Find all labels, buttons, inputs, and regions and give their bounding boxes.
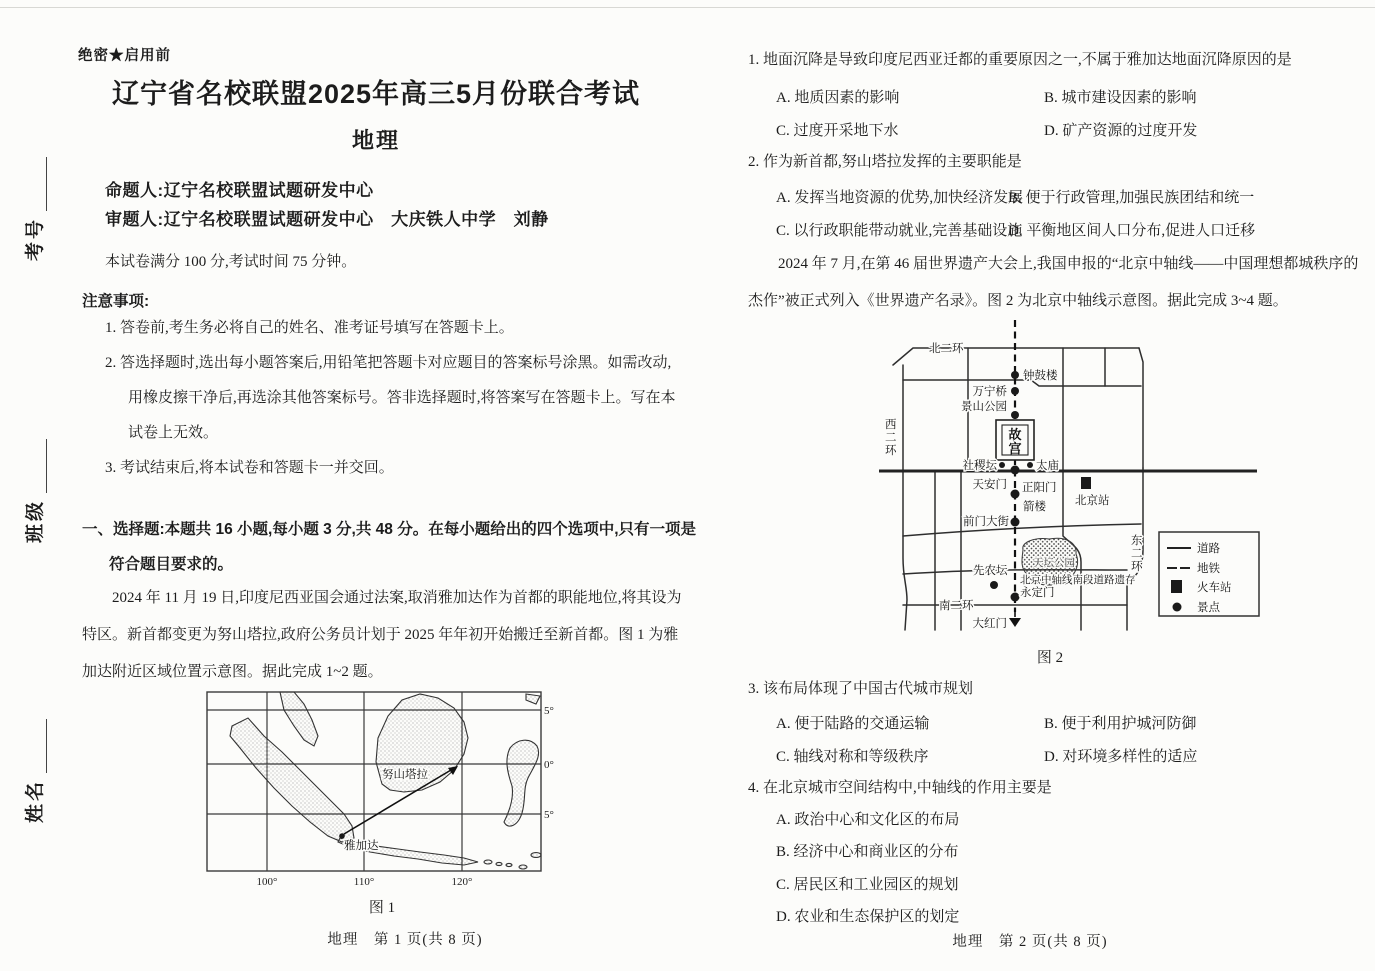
legend-train-station-symbol (1171, 580, 1182, 593)
q4-option-d: D. 农业和生态保护区的划定 (776, 909, 960, 925)
passage-questions-3-4: 2024 年 7 月,在第 46 届世界遗产大会上,我国申报的“北京中轴线——中国理想都城秩序的杰作”被正式列入《世界遗产名录》。图 2 为北京中轴线示意图。据此完成 3~4 题。 (748, 256, 1359, 309)
exam-title: 辽宁省名校联盟2025年高三5月份联合考试 (111, 79, 641, 109)
island-sumatra (230, 718, 354, 842)
yongdingmen-label: 永定门 (1020, 587, 1055, 599)
q1-stem: 1. 地面沉降是导致印度尼西亚迁都的重要原因之一,不属于雅加达地面沉降原因的是 (748, 52, 1292, 68)
shejitan-label: 社稷坛 (962, 460, 997, 472)
lon-tick: 100° (256, 876, 278, 888)
road-east-2nd-ring-upper (1139, 348, 1143, 468)
island-sulawesi (504, 740, 539, 826)
note-item-3: 3. 考试结束后,将本试卷和答题卡一并交回。 (105, 460, 394, 476)
east-2nd-ring-label (1131, 534, 1143, 573)
bell-drum-tower-label: 钟鼓楼 (1023, 370, 1058, 382)
q1-option-c: C. 过度开采地下水 (776, 123, 899, 139)
dahongmen-icon (1009, 610, 1021, 627)
q3-option-a: A. 便于陆路的交通运输 (776, 716, 930, 732)
legend-road-label: 道路 (1197, 543, 1220, 555)
svg-text:二: 二 (885, 432, 897, 444)
margin-field-label: 姓名 (24, 778, 46, 823)
q2-option-a: A. 发挥当地资源的优势,加快经济发展 (776, 190, 1024, 206)
q1-option-d: D. 矿产资源的过度开发 (1044, 123, 1198, 139)
beijing-station-icon (1081, 477, 1091, 489)
zhengyangmen-dot (1011, 490, 1020, 499)
forbidden-city-label-2: 宫 (1008, 441, 1022, 456)
q4-option-b: B. 经济中心和商业区的分布 (776, 844, 959, 860)
svg-text:东: 东 (1131, 535, 1143, 547)
exam-subject: 地理 (351, 128, 400, 153)
wanning-bridge-label: 万宁桥 (972, 386, 1007, 398)
exam-number-blank-line (20, 157, 47, 211)
small-island (531, 853, 541, 858)
name-blank-line (20, 719, 47, 773)
figure1-indonesia-map (192, 686, 572, 892)
beijing-station-label: 北京站 (1075, 495, 1110, 507)
jakarta-dot (339, 833, 345, 839)
forbidden-city-label-1: 故 (1008, 427, 1022, 442)
note-item-2: 2. 答选择题时,选出每小题答案后,用铅笔把答题卡对应题目的答案标号涂黑。如需改动,用橡皮擦干净后,再选涂其他答案标号。答非选择题时,将答案写在答题卡上。写在本试卷上无效。 (105, 355, 676, 441)
q2-option-d: D. 平衡地区间人口分布,促进人口迁移 (1008, 223, 1256, 239)
q2-stem: 2. 作为新首都,努山塔拉发挥的主要职能是 (748, 154, 1022, 170)
q2-option-c: C. 以行政职能带动就业,完善基础设施 (776, 223, 1023, 239)
legend-subway-label: 地铁 (1197, 563, 1220, 575)
qianmen-street-label: 前门大街 (963, 516, 1009, 528)
small-island (506, 863, 512, 866)
wanning-bridge-dot (1011, 387, 1019, 395)
qianmen-street-dot (1011, 518, 1020, 527)
class-blank-line (20, 439, 47, 493)
nusantara-label: 努山塔拉 (382, 769, 428, 781)
note-item-1: 1. 答卷前,考生务必将自己的姓名、准考证号填写在答题卡上。 (105, 320, 514, 336)
jakarta-label: 雅加达 (344, 840, 379, 852)
q1-option-a: A. 地质因素的影响 (776, 90, 900, 106)
q4-stem: 4. 在北京城市空间结构中,中轴线的作用主要是 (748, 780, 1052, 796)
road-qianmen-west-east (903, 524, 1141, 536)
taimiao-label: 太庙 (1036, 460, 1059, 472)
margin-field-class (20, 431, 46, 543)
peninsula-malay (280, 692, 318, 746)
q4-option-a: A. 政治中心和文化区的布局 (776, 812, 960, 828)
legend-scenic-spot-label: 景点 (1197, 602, 1220, 614)
setter-line: 命题人:辽宁名校联盟试题研发中心 (105, 181, 374, 200)
lon-tick: 120° (451, 876, 473, 888)
section1-heading: 一、选择题:本题共 16 小题,每小题 3 分,共 48 分。在每小题给出的四个选项中,只有一项是符合题目要求的。 (82, 521, 697, 573)
lat-tick: 5° (544, 809, 554, 821)
q3-option-c: C. 轴线对称和等级秩序 (776, 749, 929, 765)
scan-top-edge (0, 7, 1375, 8)
tiantan-park-label: 天坛公园 (1033, 558, 1075, 569)
q2-option-b: B. 便于行政管理,加强民族团结和统一 (1008, 190, 1255, 206)
axis-south-remains-label: 北京中轴线南段道路遗存 (1020, 575, 1136, 586)
svg-text:二: 二 (1131, 548, 1143, 560)
margin-field-name (20, 711, 46, 823)
road-west-2nd-ring (903, 365, 907, 630)
lat-tick: 0° (544, 759, 554, 771)
svg-text:西: 西 (885, 419, 897, 431)
zhengyangmen-label: 正阳门 (1022, 482, 1057, 494)
notes-list (105, 311, 685, 486)
tiananmen-label: 天安门 (972, 479, 1007, 491)
figure2-beijing-axis-map (873, 318, 1265, 643)
reviewer-line: 审题人:辽宁名校联盟试题研发中心 大庆铁人中学 刘静 (105, 210, 549, 229)
notes-heading: 注意事项: (82, 293, 150, 310)
margin-field-label: 考号 (24, 216, 46, 261)
dahongmen-label: 大红门 (972, 618, 1007, 630)
figure2-caption: 图 2 (1036, 650, 1064, 666)
legend (1159, 532, 1259, 616)
passage-questions-1-2: 2024 年 11 月 19 日,印度尼西亚国会通过法案,取消雅加达作为首都的职能地位,将其设为特区。新首都变更为努山塔拉,政府公务员计划于 2025 年年初开始搬迁至新首都。图 1 为雅加达附近区域位置示意图。据此完成 1~2 题。 (82, 590, 682, 680)
page2-footer: 地理 第 2 页(共 8 页) (952, 934, 1108, 950)
small-island (526, 694, 540, 704)
page1-footer: 地理 第 1 页(共 8 页) (327, 932, 483, 948)
q1-option-b: B. 城市建设因素的影响 (1044, 90, 1197, 106)
lat-tick: 5° (544, 705, 554, 717)
small-island (519, 865, 527, 869)
q4-option-c: C. 居民区和工业园区的规划 (776, 877, 959, 893)
taimiao-dot (1027, 462, 1033, 468)
xiannongtan-label: 先农坛 (973, 565, 1008, 577)
q3-option-d: D. 对环境多样性的适应 (1044, 749, 1198, 765)
legend-train-station-label: 火车站 (1197, 582, 1232, 594)
yongdingmen-dot (1011, 593, 1020, 602)
security-notice: 绝密★启用前 (78, 48, 171, 64)
margin-field-label: 班级 (24, 498, 46, 543)
margin-field-exam-number (20, 149, 46, 261)
west-2nd-ring-label (885, 418, 897, 457)
figure1-caption: 图 1 (368, 900, 396, 916)
tiananmen-dot (1011, 466, 1020, 475)
legend-scenic-spot-symbol (1173, 603, 1182, 612)
jingshan-park-dot (1011, 411, 1019, 419)
shejitan-dot (999, 462, 1005, 468)
north-2nd-ring-label: 北二环 (929, 343, 964, 355)
small-island (484, 860, 492, 864)
bell-drum-tower-dot (1011, 371, 1019, 379)
jianlou-label: 箭楼 (1023, 501, 1046, 513)
svg-text:环: 环 (885, 445, 897, 457)
jingshan-park-label: 景山公园 (961, 401, 1007, 413)
lon-tick: 110° (353, 876, 375, 888)
south-2nd-ring-label: 南二环 (939, 600, 974, 612)
svg-text:环: 环 (1131, 561, 1143, 573)
q3-option-b: B. 便于利用护城河防御 (1044, 716, 1197, 732)
forbidden-city-box (996, 420, 1034, 460)
exam-info: 本试卷满分 100 分,考试时间 75 分钟。 (105, 254, 357, 270)
small-island (496, 862, 502, 865)
xiannongtan-dot (990, 581, 998, 589)
q3-stem: 3. 该布局体现了中国古代城市规划 (748, 681, 974, 697)
